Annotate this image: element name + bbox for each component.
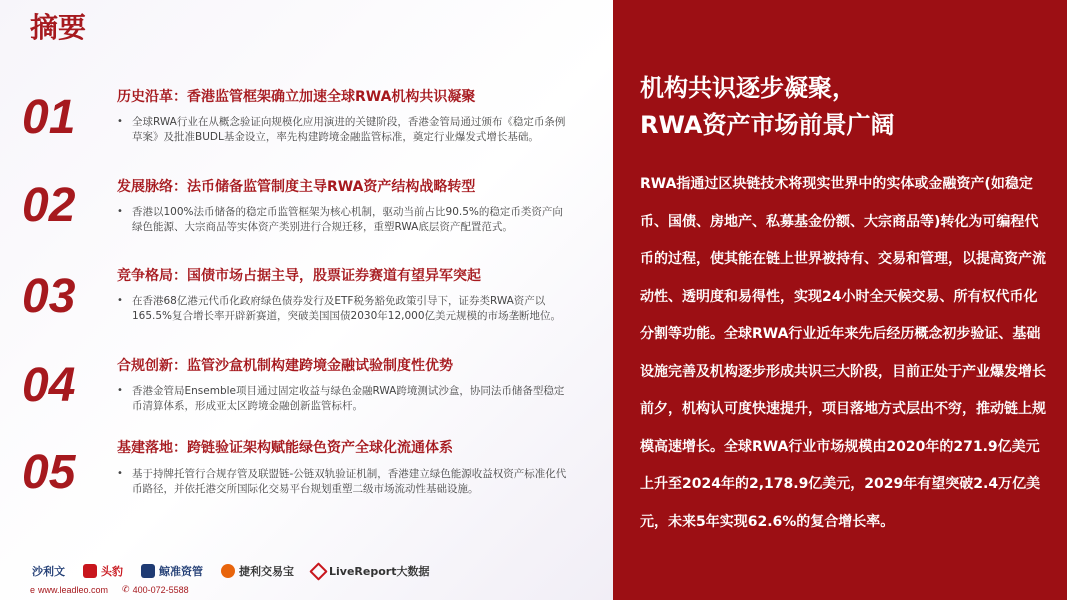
phone-icon: ✆ [122, 584, 130, 594]
footer-logos [32, 560, 429, 582]
bullet-icon: • [117, 295, 123, 306]
section-number: 04 [22, 359, 76, 412]
logo-livereport: LiveReport大数据 [312, 563, 429, 579]
footer-contact [30, 584, 189, 595]
highlight-body: RWA指通过区块链技术将现实世界中的实体或金融资产(如稳定币、国债、房地产、私募基金份额、大宗商品等)转化为可编程代币的过程，使其能在链上世界被持有、交易和管理，以提高资产流动性、透明度和易得性，实现24小时全天候交易、所有权代币化分割等功能。全球RWA行业近年来先后经历概念初步验证、基础设施完善及机构逐步形成共识三大阶段，目前正处于产业爆发增长前夕，机构认可度快速提升，项目落地方式层出不穷，推动链上规模高速增长。全球RWA行业市场规模由2020年的271.9亿美元上升至2024年的2,178.9亿美元，2029年有望突破2.4万亿美元，未来5年实现62.6%的复合增长率。 [640, 176, 1046, 530]
bullet-icon: • [117, 385, 123, 396]
bullet-icon: • [117, 468, 123, 479]
highlight-title-line2: RWA资产市场前景广阔 [640, 111, 895, 139]
jieli-icon [221, 564, 235, 578]
section-number: 02 [22, 179, 76, 232]
logo-jingzhun: 鲸准资管 [141, 563, 203, 579]
section-body: 香港以100%法币储备的稳定币监管框架为核心机制，驱动当前占比90.5%的稳定币类资产向绿色能源、大宗商品等实体资产类别进行合规迁移，重塑RWA底层资产配置范式。 [132, 206, 563, 233]
section-body: 在香港68亿港元代币化政府绿色债券发行及ETF税务豁免政策引导下，证券类RWA资产以165.5%复合增长率开辟新赛道，突破美国国债2030年12,000亿美元规模的市场垄断地位。 [132, 295, 561, 322]
livereport-icon [309, 562, 327, 580]
highlight-title [640, 70, 1050, 144]
section-heading: 合规创新：监管沙盒机制构建跨境金融试验制度性优势 [117, 358, 453, 374]
section-heading: 基建落地：跨链验证架构赋能绿色资产全球化流通体系 [117, 440, 453, 456]
jingzhun-icon [141, 564, 155, 578]
section-body: 基于持牌托管行合规存管及联盟链-公链双轨验证机制，香港建立绿色能源收益权资产标准化代币路径，并依托港交所国际化交易平台规划重塑二级市场流动性基础设施。 [132, 468, 567, 495]
website-link[interactable]: e www.leadleo.com [30, 584, 109, 595]
section-number: 03 [22, 270, 76, 323]
logo-frost-sullivan: 沙利文 [32, 565, 65, 578]
section-heading: 历史沿革：香港监管框架确立加速全球RWA机构共识凝聚 [117, 89, 476, 105]
logo-jieli: 捷利交易宝 [221, 563, 294, 579]
section-number: 01 [22, 91, 76, 144]
section-number: 05 [22, 446, 76, 499]
section-heading: 竞争格局：国债市场占据主导，股票证券赛道有望异军突起 [117, 268, 481, 284]
highlight-panel [613, 0, 1067, 600]
phone-number: ✆ 400-072-5588 [122, 584, 189, 595]
section-body: 香港金管局Ensemble项目通过固定收益与绿色金融RWA跨境测试沙盒，协同法币储备型稳定币清算体系，形成亚太区跨境金融创新监管标杆。 [132, 385, 565, 412]
section-body: 全球RWA行业在从概念验证向规模化应用演进的关键阶段，香港金管局通过颁布《稳定币条例草案》及批准BUDL基金设立，率先构建跨境金融监管标准，奠定行业爆发式增长基础。 [132, 116, 566, 143]
logo-leadleo: 头豹 [83, 563, 123, 579]
leopard-icon [83, 564, 97, 578]
highlight-title-line1: 机构共识逐步凝聚， [640, 74, 856, 102]
section-heading: 发展脉络：法币储备监管制度主导RWA资产结构战略转型 [117, 179, 476, 195]
globe-icon: e [30, 584, 36, 595]
bullet-icon: • [117, 116, 123, 127]
bullet-icon: • [117, 206, 123, 217]
page-title: 摘要 [30, 11, 87, 44]
